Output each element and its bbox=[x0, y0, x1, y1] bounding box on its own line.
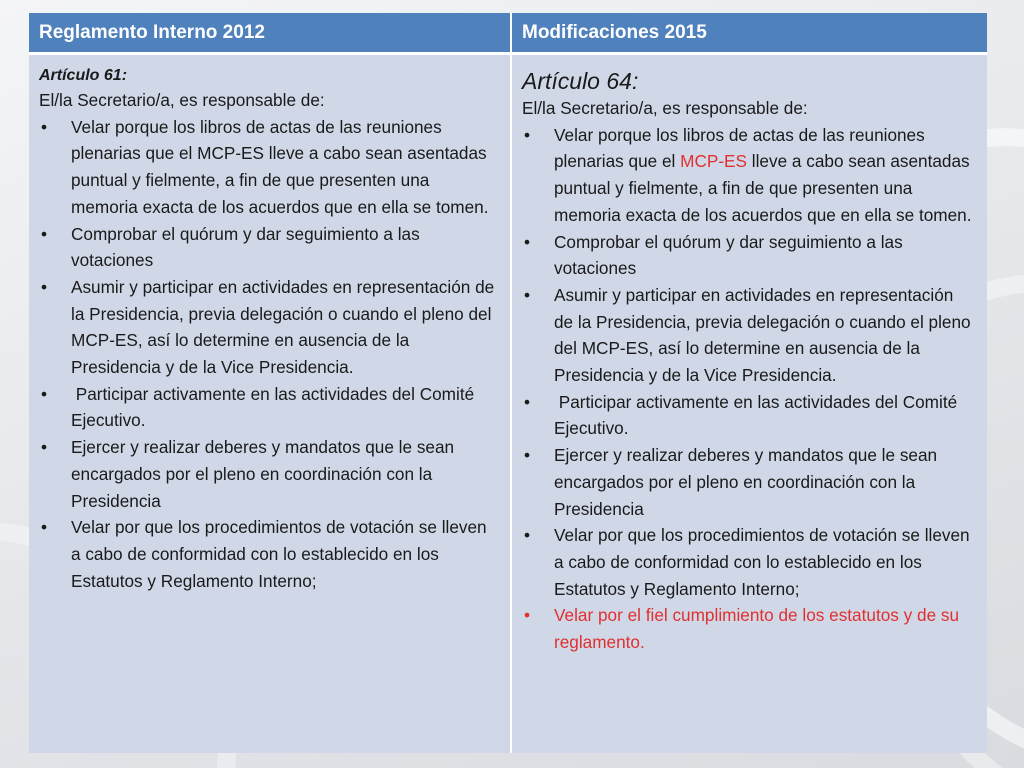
bullet-icon: • bbox=[524, 231, 531, 252]
right-bullet-list bbox=[522, 122, 977, 656]
list-item bbox=[39, 434, 500, 514]
left-column-cell bbox=[29, 55, 512, 753]
list-item-added bbox=[522, 602, 977, 655]
bullet-icon: • bbox=[524, 605, 531, 626]
list-item-text: Asumir y participar en actividades en representación de la Presidencia, previa delegación o cuando el pleno del MCP-ES, así lo determine en ausencia de la Presidencia y de la Vice Presidencia. bbox=[71, 276, 495, 378]
list-item bbox=[39, 114, 500, 221]
left-intro: El/la Secretario/a, es responsable de: bbox=[39, 90, 325, 110]
list-item bbox=[39, 221, 500, 274]
comparison-table bbox=[29, 13, 987, 753]
list-item-text: Velar porque los libros de actas de las reuniones plenarias que el MCP-ES lleve a cabo sean asentadas puntual y fielmente, a fin de que presenten una memoria exacta de los acuerdos que en ella se tomen. bbox=[71, 116, 489, 217]
bullet-icon: • bbox=[524, 124, 531, 145]
list-item-text: Velar por el fiel cumplimiento de los estatutos y de su reglamento. bbox=[554, 605, 960, 653]
list-item bbox=[39, 381, 500, 434]
list-item-text bbox=[554, 125, 972, 225]
highlighted-term: MCP-ES bbox=[680, 151, 747, 172]
list-item bbox=[39, 514, 500, 594]
list-item-text: Asumir y participar en actividades en representación de la Presidencia, previa delegación o cuando el pleno del MCP-ES, así lo determine en ausencia de la Presidencia y de la Vice Presidencia. bbox=[554, 284, 971, 386]
list-item bbox=[522, 229, 977, 282]
list-item bbox=[522, 389, 977, 442]
list-item-text: Participar activamente en las actividades del Comité Ejecutivo. bbox=[71, 383, 479, 431]
left-bullet-list bbox=[39, 114, 500, 595]
article-61-title: Artículo 61: bbox=[39, 67, 128, 84]
right-column-cell bbox=[512, 55, 987, 753]
list-item-text: Velar por que los procedimientos de votación se lleven a cabo de conformidad con lo establecido en los Estatutos y Reglamento Interno; bbox=[71, 517, 487, 591]
bullet-icon: • bbox=[41, 517, 48, 538]
bullet-icon: • bbox=[41, 383, 48, 404]
list-item-text: Ejercer y realizar deberes y mandatos que le sean encargados por el pleno en coordinación con la Presidencia bbox=[71, 437, 455, 511]
bullet-icon: • bbox=[524, 284, 531, 305]
bullet-icon: • bbox=[41, 223, 48, 244]
header-modificaciones-2015: Modificaciones 2015 bbox=[512, 13, 987, 55]
bullet-icon: • bbox=[524, 525, 531, 546]
list-item-text: Comprobar el quórum y dar seguimiento a las votaciones bbox=[554, 231, 903, 279]
bullet-icon: • bbox=[41, 276, 48, 297]
article-64-title: Artículo 64: bbox=[522, 68, 639, 94]
right-intro: El/la Secretario/a, es responsable de: bbox=[522, 98, 808, 118]
list-item-text: Comprobar el quórum y dar seguimiento a las votaciones bbox=[71, 223, 420, 271]
bullet-icon: • bbox=[524, 391, 531, 412]
bullet-icon: • bbox=[41, 116, 48, 137]
list-item-text: Participar activamente en las actividades del Comité Ejecutivo. bbox=[554, 391, 962, 439]
list-item bbox=[39, 274, 500, 381]
list-item bbox=[522, 522, 977, 602]
text-segment: Velar porque los libros de actas de las reuniones plenarias que el bbox=[554, 124, 925, 172]
bullet-icon: • bbox=[524, 445, 531, 466]
list-item-text: Velar por que los procedimientos de votación se lleven a cabo de conformidad con lo establecido en los Estatutos y Reglamento Interno; bbox=[554, 525, 970, 599]
list-item-text: Ejercer y realizar deberes y mandatos que le sean encargados por el pleno en coordinación con la Presidencia bbox=[554, 445, 938, 519]
list-item bbox=[522, 442, 977, 522]
list-item bbox=[522, 282, 977, 389]
list-item bbox=[522, 122, 977, 229]
header-reglamento-2012: Reglamento Interno 2012 bbox=[29, 13, 512, 55]
text-segment: lleve a cabo sean asentadas puntual y fielmente, a fin de que presenten una memoria exacta de los acuerdos que en ella se tomen. bbox=[554, 151, 972, 225]
bullet-icon: • bbox=[41, 437, 48, 458]
